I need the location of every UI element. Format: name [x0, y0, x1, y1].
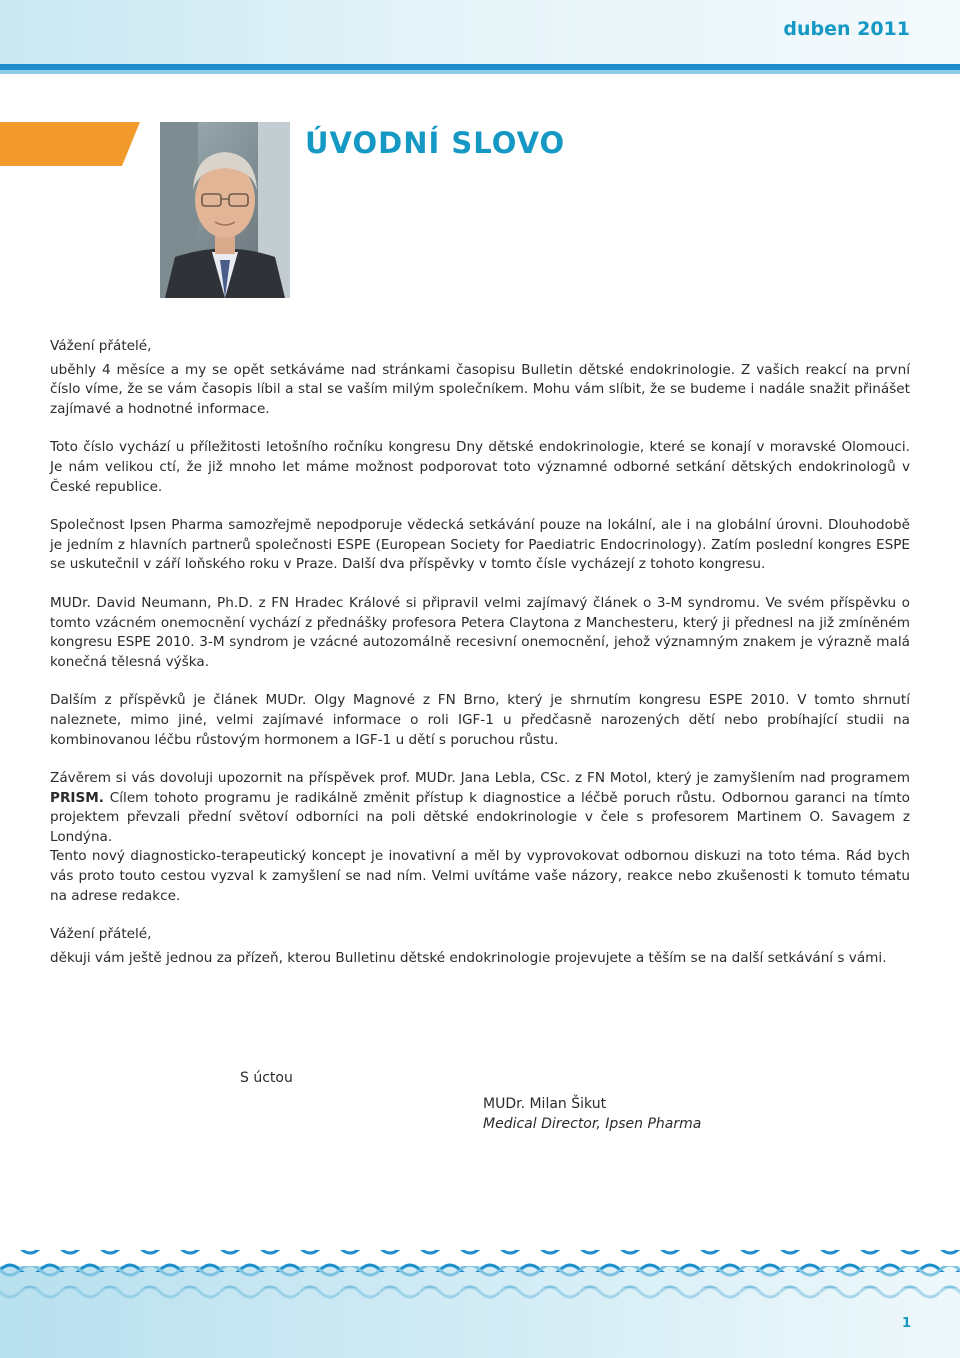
prism-bold: PRISM. — [50, 789, 104, 806]
paragraph-thanks: děkuji vám ještě jednou za přízeň, kterou Bulletinu dětské endokrinologie projevujete a těším se na další setkávání s vámi. — [50, 949, 887, 966]
paragraph-neumann: MUDr. David Neumann, Ph.D. z FN Hradec Králové si připravil velmi zajímavý článek o 3-M syndromu. Ve svém příspěvku o tomto vzácném onemocnění vychází z přednášky profesora Petera Claytona z Manchesteru, který ji přednesl na již zmíněném kongresu ESPE 2010. 3-M syndrom je vzácné autozomálně recesivní onemocnění, jehož významným znakem je výrazně malá konečná tělesná výška. — [50, 594, 910, 670]
issue-date: duben 2011 — [783, 18, 910, 40]
salutation-closing: Vážení přátelé, — [50, 926, 152, 943]
paragraph-ipsen: Společnost Ipsen Pharma samozřejmě nepodporuje vědecká setkávání pouze na lokální, ale i na globální úrovni. Dlouhodobě je jedním z hlavních partnerů společnosti ESPE (European Society for Paediatric Endocrinology). Zatím poslední kongres ESPE se uskutečnil v září loňského roku v Praze. Další dva příspěvky v tomto čísle vycházejí z tohoto kongresu. — [50, 517, 910, 573]
prism-text-after: Cílem tohoto programu je radikálně změnit přístup k diagnostice a léčbě poruch růstu. Odbornou garanci na tímto projektem převzali přední světoví odborníci na poli dětské endokrinologie v čele s profesorem Martinem O. Savagem z Londýna. — [50, 789, 910, 845]
paragraph-intro: uběhly 4 měsíce a my se opět setkáváme nad stránkami časopisu Bulletin dětské endokrinologie. Z vašich reakcí na první číslo víme, že se vám časopis líbil a stal se vaším milým společníkem. Mohu vám slíbit, že se budeme i nadále snažit přinášet zajímavé a hodnotné informace. — [50, 361, 910, 417]
section-title: ÚVODNÍ SLOVO — [305, 126, 566, 160]
salutation: Vážení přátelé, — [50, 338, 152, 354]
paragraph-congress: Toto číslo vychází u příležitosti letošního ročníku kongresu Dny dětské endokrinologie, které se konají v moravské Olomouci. Je nám velikou ctí, že již mnoho let máme možnost podporovat toto významné odborné setkání dětských endokrinologů v České republice. — [50, 439, 910, 495]
paragraph-magnova: Dalším z příspěvků je článek MUDr. Olgy Magnové z FN Brno, který je shrnutím kongresu ESPE 2010. V tomto shrnutí naleznete, mimo jiné, velmi zajímavé informace o roli IGF-1 u předčasně narozených dětí nebo probíhající studii na kombinovanou léčbu růstovým hormonem a IGF-1 u dětí s poruchou růstu. — [50, 692, 910, 748]
signer-name: MUDr. Milan Šikut — [483, 1096, 607, 1112]
header-stripe-light — [0, 70, 960, 74]
paragraph-prism — [50, 769, 910, 847]
page-number: 1 — [901, 1316, 911, 1331]
orange-tab-decoration — [0, 122, 140, 166]
signer-role: Medical Director, Ipsen Pharma — [483, 1116, 702, 1132]
prism-text-before: Závěrem si vás dovoluji upozornit na příspěvek prof. MUDr. Jana Lebla, CSc. z FN Motol, který je zamyšlením nad programem — [50, 770, 910, 787]
paragraph-concept: Tento nový diagnosticko-terapeutický koncept je inovativní a měl by vyprovokovat odbornou diskuzi na toto téma. Rád bych vás proto touto cestou vyzval k zamyšlení se nad ním. Velmi uvítáme vaše názory, reakce nebo zkušenosti k tomuto tématu na adrese redakce. — [50, 848, 910, 904]
regards: S úctou — [240, 1070, 293, 1086]
author-portrait — [160, 122, 290, 298]
letter-body — [50, 337, 910, 968]
footer-wave-decoration — [0, 1236, 960, 1358]
signature-block — [483, 1094, 701, 1134]
